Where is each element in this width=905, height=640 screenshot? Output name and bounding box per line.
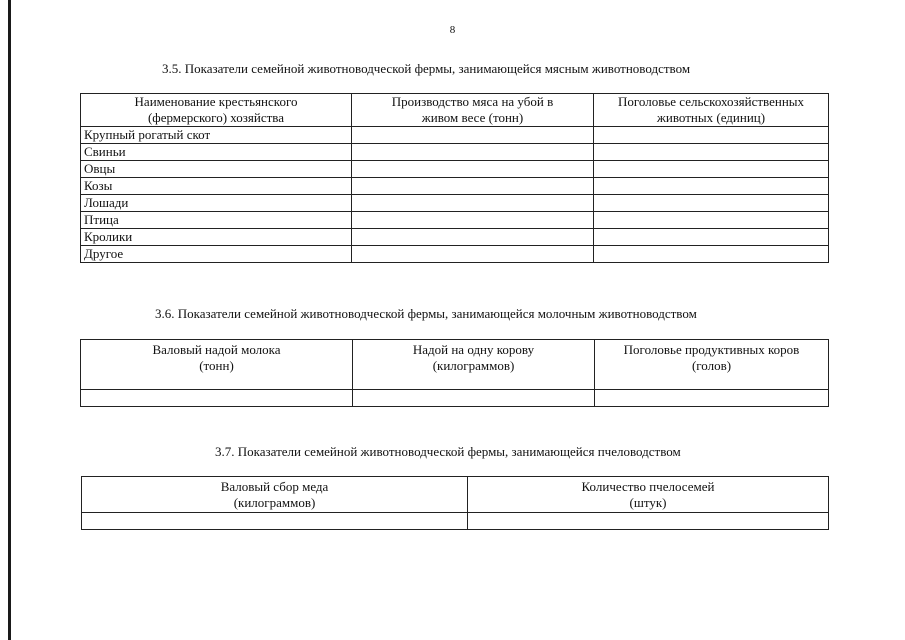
livestock-count-cell[interactable]	[594, 144, 829, 161]
column-header-livestock-count	[594, 94, 829, 127]
dairy-farm-table	[80, 339, 829, 407]
header-line: Валовый надой молока	[152, 342, 281, 357]
table-header-row	[81, 340, 829, 390]
section-3-7-title: 3.7. Показатели семейной животноводческой фермы, занимающейся пчеловодством	[215, 444, 681, 459]
row-label-other: Другое	[81, 246, 352, 263]
column-header-bee-colony-count	[468, 477, 829, 513]
yield-per-cow-cell[interactable]	[353, 390, 595, 407]
table-header-row	[82, 477, 829, 513]
table-row	[81, 246, 829, 263]
table-row	[81, 127, 829, 144]
bee-colony-count-cell[interactable]	[468, 513, 829, 530]
meat-production-cell[interactable]	[352, 161, 594, 178]
row-label-pigs: Свиньи	[81, 144, 352, 161]
header-line: (голов)	[691, 358, 732, 373]
meat-production-cell[interactable]	[352, 178, 594, 195]
header-line: Количество пчелосемей	[581, 479, 715, 494]
livestock-count-cell[interactable]	[594, 195, 829, 212]
column-header-yield-per-cow	[353, 340, 595, 390]
table-row	[81, 144, 829, 161]
header-line: Производство мяса на убой в	[391, 94, 554, 109]
column-header-gross-honey-yield	[82, 477, 468, 513]
dairy-cow-count-cell[interactable]	[595, 390, 829, 407]
gross-milk-yield-cell[interactable]	[81, 390, 353, 407]
column-header-meat-production	[352, 94, 594, 127]
meat-production-cell[interactable]	[352, 195, 594, 212]
row-label-horses: Лошади	[81, 195, 352, 212]
header-line: (килограммов)	[432, 358, 515, 373]
header-line: животных (единиц)	[656, 110, 766, 125]
table-row	[82, 513, 829, 530]
header-line: Надой на одну корову	[412, 342, 535, 357]
table-row	[81, 229, 829, 246]
header-line: (килограммов)	[233, 495, 316, 510]
row-label-poultry: Птица	[81, 212, 352, 229]
meat-production-cell[interactable]	[352, 246, 594, 263]
beekeeping-farm-table	[81, 476, 829, 530]
table-header-row	[81, 94, 829, 127]
column-header-gross-milk-yield	[81, 340, 353, 390]
table-row	[81, 212, 829, 229]
page-left-edge-bar	[8, 0, 11, 640]
header-line: Поголовье продуктивных коров	[623, 342, 800, 357]
header-line: (штук)	[629, 495, 667, 510]
livestock-count-cell[interactable]	[594, 178, 829, 195]
header-line: (тонн)	[199, 358, 234, 373]
meat-production-cell[interactable]	[352, 127, 594, 144]
livestock-count-cell[interactable]	[594, 212, 829, 229]
row-label-sheep: Овцы	[81, 161, 352, 178]
header-line: Поголовье сельскохозяйственных	[617, 94, 805, 109]
section-3-6-title: 3.6. Показатели семейной животноводческой фермы, занимающейся молочным животноводством	[155, 306, 697, 321]
column-header-farm-name	[81, 94, 352, 127]
meat-production-cell[interactable]	[352, 212, 594, 229]
row-label-goats: Козы	[81, 178, 352, 195]
row-label-rabbits: Кролики	[81, 229, 352, 246]
header-line: живом весе (тонн)	[421, 110, 524, 125]
table-row	[81, 390, 829, 407]
meat-production-cell[interactable]	[352, 144, 594, 161]
table-row	[81, 195, 829, 212]
livestock-count-cell[interactable]	[594, 127, 829, 144]
livestock-count-cell[interactable]	[594, 229, 829, 246]
livestock-count-cell[interactable]	[594, 246, 829, 263]
page-number: 8	[449, 24, 456, 36]
column-header-dairy-cow-count	[595, 340, 829, 390]
table-row	[81, 161, 829, 178]
table-row	[81, 178, 829, 195]
meat-production-cell[interactable]	[352, 229, 594, 246]
header-line: Валовый сбор меда	[220, 479, 329, 494]
gross-honey-yield-cell[interactable]	[82, 513, 468, 530]
header-line: Наименование крестьянского	[134, 94, 298, 109]
header-line: (фермерского) хозяйства	[147, 110, 285, 125]
section-3-5-title: 3.5. Показатели семейной животноводческой фермы, занимающейся мясным животноводством	[162, 61, 691, 76]
row-label-cattle: Крупный рогатый скот	[81, 127, 352, 144]
livestock-count-cell[interactable]	[594, 161, 829, 178]
meat-farm-table	[80, 93, 829, 263]
